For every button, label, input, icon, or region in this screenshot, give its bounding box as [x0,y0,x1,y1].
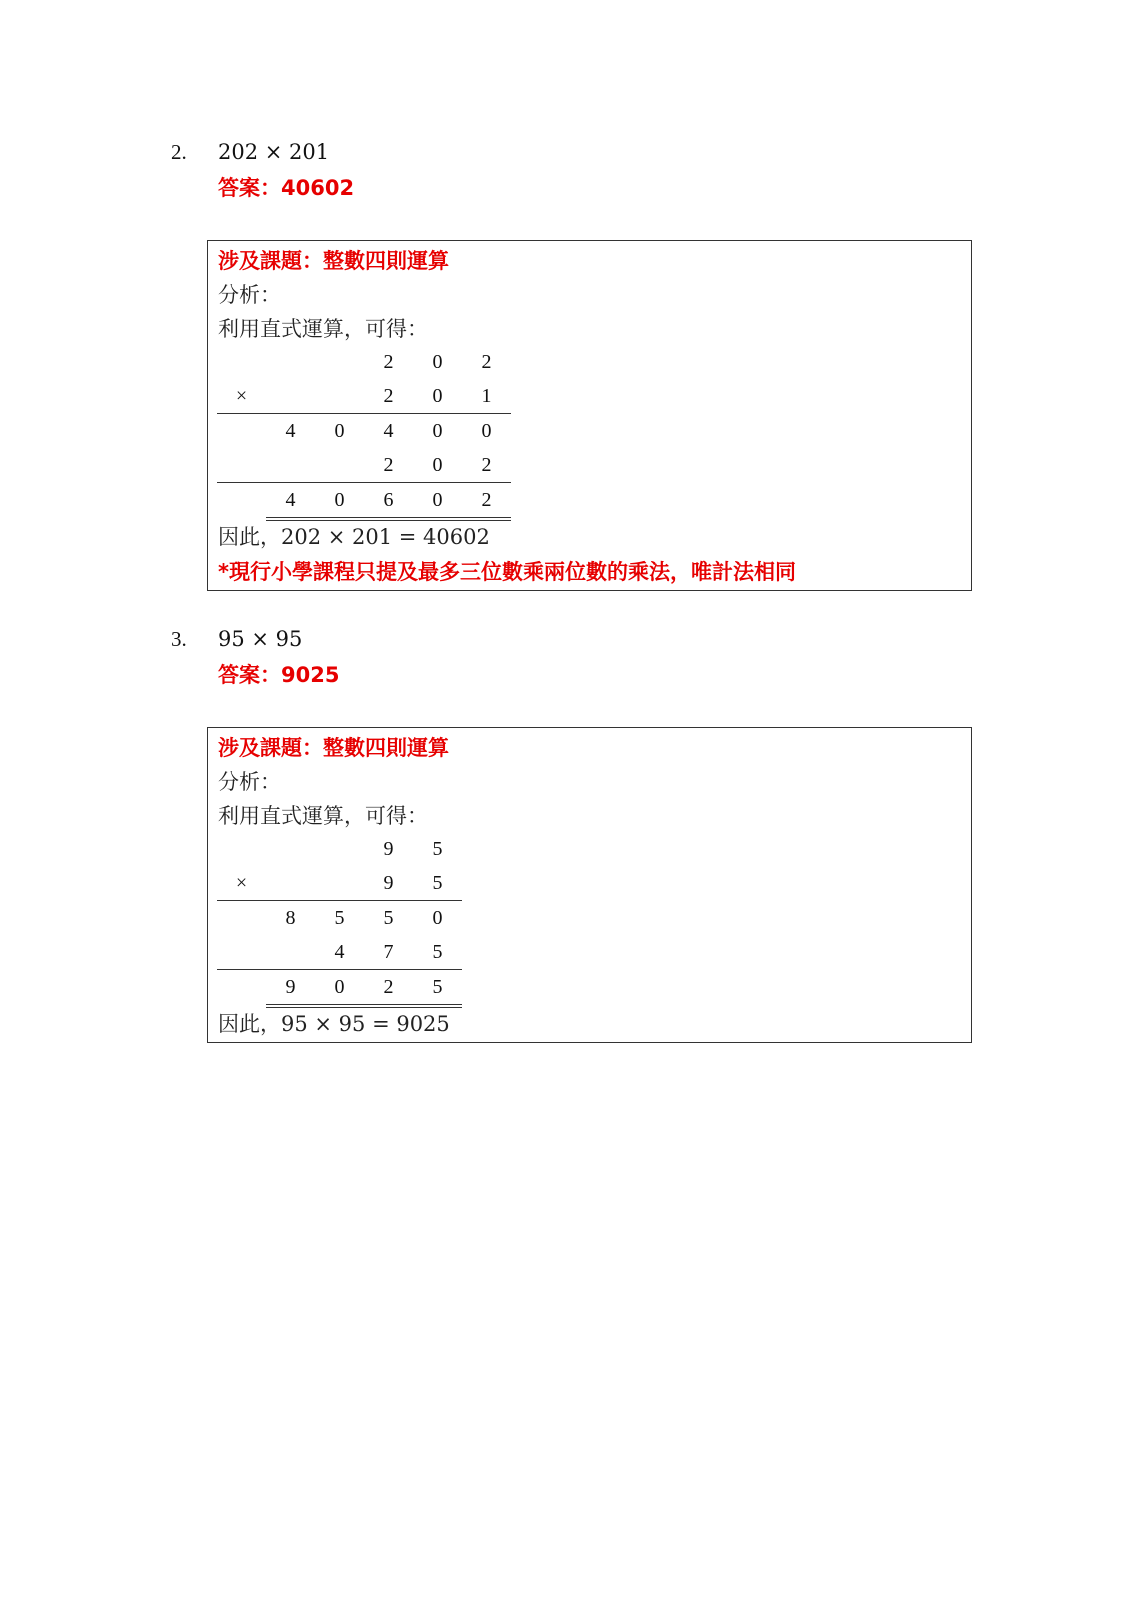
calc-cell: 2 [462,448,511,483]
analysis-label: 分析： [218,770,281,794]
vertical-multiplication [217,832,462,1008]
conclusion-line [218,521,490,551]
calc-cell: 9 [383,837,394,860]
result-cell: 0 [413,483,462,520]
calc-cell: 8 [285,906,296,929]
vertical-multiplication [217,345,511,521]
calc-cell: 5 [383,906,394,929]
multiply-sign: × [217,379,266,414]
answer-line: 答案：9025 [218,663,340,687]
result-cell: 4 [266,483,315,520]
calc-cell [266,448,315,483]
calc-cell: 1 [462,379,511,414]
topic-line: 涉及課題：整數四則運算 [218,736,449,760]
result-cell: 0 [315,483,364,520]
calc-cell [266,379,315,414]
calc-cell [217,414,266,449]
calc-cell: 0 [432,419,443,442]
solution-box [207,240,972,591]
conclusion-line [218,1008,450,1038]
calc-cell [315,345,364,379]
calc-cell [217,832,266,866]
calc-cell: 0 [481,419,492,442]
calc-cell: 2 [481,350,492,373]
result-cell: 9 [266,970,315,1007]
question-expression: 202 × 201 [218,140,330,164]
calc-cell: 0 [413,379,462,414]
curriculum-note: *現行小學課程只提及最多三位數乘兩位數的乘法，唯計法相同 [218,560,796,584]
calc-cell: 5 [432,837,443,860]
calc-cell [217,901,266,936]
multiply-sign: × [217,866,266,901]
calc-cell [266,345,315,379]
calc-cell: 2 [383,350,394,373]
calc-cell: 4 [315,935,364,970]
topic-line: 涉及課題：整數四則運算 [218,249,449,273]
calc-cell [315,832,364,866]
calc-cell [315,379,364,414]
solution-box [207,727,972,1043]
result-cell: 5 [413,970,462,1007]
calc-cell: 2 [364,379,413,414]
calc-cell: 5 [413,866,462,901]
conclusion-math: 202 × 201 = 40602 [281,525,490,549]
conclusion-prefix: 因此， [218,525,281,549]
calc-cell [266,832,315,866]
calc-cell [217,345,266,379]
calc-cell: 7 [364,935,413,970]
result-cell: 2 [462,483,511,520]
calc-cell: 4 [383,419,394,442]
calc-cell [266,866,315,901]
question-number: 3. [171,627,187,651]
calc-cell: 2 [364,448,413,483]
calc-cell [315,448,364,483]
result-cell: 0 [315,970,364,1007]
answer-line: 答案：40602 [218,176,355,200]
calc-cell: 0 [432,906,443,929]
conclusion-prefix: 因此， [218,1012,281,1036]
calc-cell [266,935,315,970]
calc-cell: 4 [285,419,296,442]
result-cell: 6 [364,483,413,520]
method-line: 利用直式運算，可得： [218,804,428,828]
question-number: 2. [171,140,187,164]
calc-cell: 5 [334,906,345,929]
question-expression: 95 × 95 [218,627,303,651]
calc-cell [217,970,266,1007]
calc-cell: 5 [413,935,462,970]
calc-cell [315,866,364,901]
calc-cell: 0 [334,419,345,442]
calc-cell: 0 [432,350,443,373]
calc-cell [217,483,266,520]
method-line: 利用直式運算，可得： [218,317,428,341]
calc-cell: 0 [413,448,462,483]
result-cell: 2 [364,970,413,1007]
calc-cell [217,448,266,483]
conclusion-math: 95 × 95 = 9025 [281,1012,450,1036]
analysis-label: 分析： [218,283,281,307]
calc-cell: 9 [364,866,413,901]
calc-cell [217,935,266,970]
